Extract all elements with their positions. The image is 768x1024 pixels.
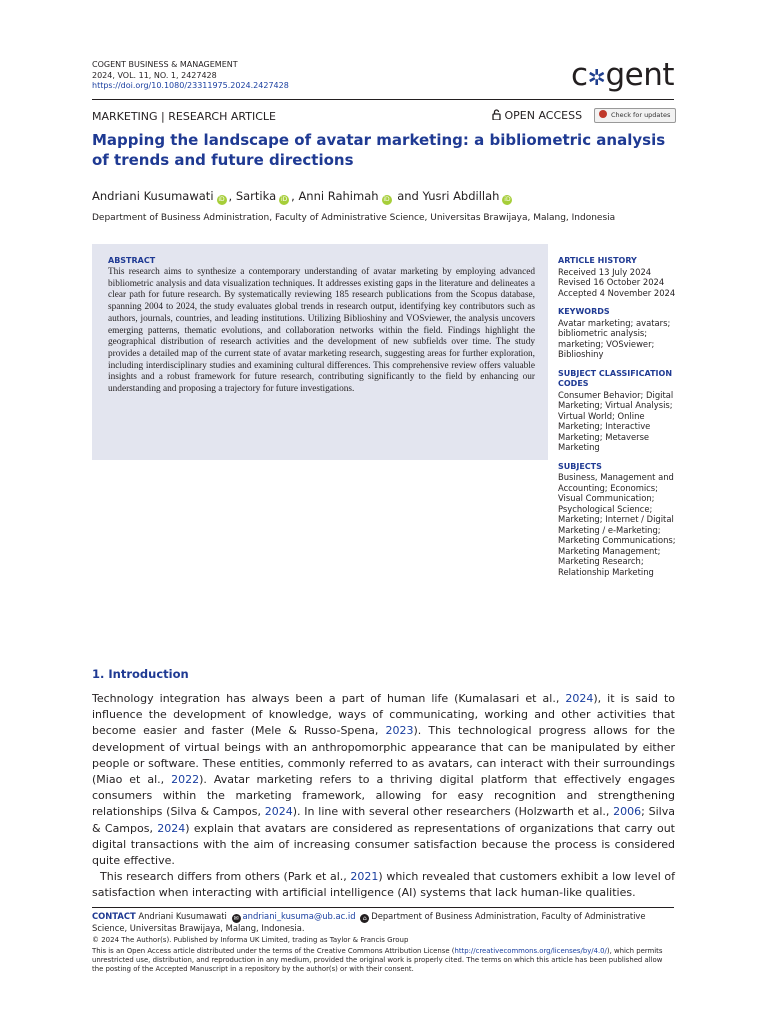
citation-link[interactable]: 2022 [171, 773, 200, 787]
footer-rule [92, 907, 674, 908]
open-access-badge [492, 109, 582, 122]
contact-email-link[interactable]: andriani_kusuma@ub.ac.id [242, 911, 356, 921]
check-for-updates-button[interactable]: Check for updates [594, 108, 676, 123]
orcid-icon[interactable]: iD [218, 196, 225, 203]
crossmark-icon [599, 110, 607, 118]
subjects-heading: SUBJECTS [558, 461, 602, 471]
author-name: Yusri Abdillah [422, 189, 500, 203]
contact-label: CONTACT [92, 911, 136, 921]
subjects: Business, Management and Accounting; Economics; Visual Communication; Psychological Science; Marketing; Internet / Digital Marketing / e-Marketing; Marketing Communications; Marketing Management; Marketing Research; Relationship Marketing [558, 472, 676, 577]
license-link[interactable]: http://creativecommons.org/licenses/by/4.0/ [454, 947, 607, 955]
citation-link[interactable]: 2024 [264, 805, 293, 819]
copyright: © 2024 The Author(s). Published by Informa UK Limited, trading as Taylor & Francis Group [92, 936, 409, 944]
journal-meta [92, 60, 289, 92]
address-icon: ⌂ [360, 914, 369, 923]
citation-link[interactable]: 2021 [350, 870, 379, 884]
journal-volume: 2024, VOL. 11, NO. 1, 2427428 [92, 70, 217, 80]
logo-star-icon: ✲ [587, 66, 606, 91]
journal-name: COGENT BUSINESS & MANAGEMENT [92, 60, 238, 69]
author-name: Andriani Kusumawati [92, 189, 214, 203]
keywords-heading: KEYWORDS [558, 307, 610, 316]
revised-date: Revised 16 October 2024 [558, 277, 665, 287]
citation-link[interactable]: 2006 [613, 805, 642, 819]
keywords: Avatar marketing; avatars; bibliometric analysis; marketing; VOSviewer; Biblioshiny [558, 317, 671, 359]
contact-info [92, 911, 675, 934]
article-sidebar [558, 256, 678, 577]
abstract-text: This research aims to synthesize a contemporary understanding of avatar marketing by employing advanced bibliometric analysis and data visualization techniques. It addresses existing gaps in the literature and delineates a clear path for future research. By systematically reviewing 185 research publications from the Scopus database, spanning 2004 to 2024, the study evaluates global trends in research output, identifying key contributors such as authors, journals, countries, and leading institutions. Utilizing Biblioshiny and VOSviewer, the analysis uncovers emerging patterns, thematic evolutions, and collaboration networks within the field. Findings highlight the geographical distribution of research activities and the development of new subfields over time. The study provides a detailed map of the current state of avatar marketing research, suggesting areas for further exploration, including interdisciplinary studies and examining cultural differences. This comprehensive review offers valuable insights and a robust framework for future research, contributing significantly to the field by enhancing our understanding and proposing a trajectory for future investigations. [108, 267, 535, 395]
orcid-icon[interactable]: iD [504, 196, 511, 203]
orcid-icon[interactable]: iD [280, 196, 288, 203]
intro-paragraph-1: Technology integration has always been a part of human life (Kumalasari et al., 2024), it is said to influence the development of knowledge, ways of communicating, working and other activities that become easier and faster (Mele & Russo-Spena, 2023). This technological progress allows for the development of virtual beings with an anthropomorphic appearance that can be manipulated by either people or software. These entities, commonly referred to as avatars, can interact with their surroundings (Miao et al., 2022). Avatar marketing refers to a thriving digital platform that effectively engages consumers within the marketing framework, allowing for easy recognition and strengthening relationships (Silva & Campos, 2024). In line with several other researchers (Holzwarth et al., 2006; Silva & Campos, 2024) explain that avatars are considered as representations of organizations that carry out digital transactions with the aim of increasing consumer satisfaction because the process is considered quite effective. [92, 692, 676, 868]
orcid-icon[interactable]: iD [383, 196, 390, 203]
cogent-logo: c✲gent [570, 57, 674, 93]
header-rule [92, 99, 674, 100]
author-name: Sartika [235, 189, 277, 203]
contact-name: Andriani Kusumawati [138, 911, 227, 921]
citation-link[interactable]: 2023 [385, 724, 414, 738]
article-section: MARKETING | RESEARCH ARTICLE [92, 110, 276, 123]
doi-link[interactable]: https://doi.org/10.1080/23311975.2024.2427428 [92, 81, 289, 90]
contact-address: Department of Business Administration, Faculty of Administrative Science, Universitas Brawijaya, Malang, Indonesia. [92, 911, 646, 933]
email-icon: ✉ [233, 915, 239, 922]
citation-link[interactable]: 2024 [565, 692, 594, 705]
author-list: Andriani Kusumawati iD , Sartika iD , Anni Rahimah iD and Yusri Abdillah iD [92, 189, 511, 203]
open-access-label: OPEN ACCESS [504, 109, 583, 122]
intro-heading: 1. Introduction [92, 667, 189, 681]
subject-codes: Consumer Behavior; Digital Marketing; Virtual Analysis; Virtual World; Online Marketing; Interactive Marketing; Metaverse Marketing [558, 389, 674, 452]
intro-paragraph-2: This research differs from others (Park et al., 2021) which revealed that customers exhibit a low level of satisfaction when interacting with artificial intelligence (AI) systems that lack human-like qualities. [92, 870, 675, 900]
intro-body [92, 691, 675, 902]
received-date: Received 13 July 2024 [558, 266, 652, 277]
affiliation: Department of Business Administration, Faculty of Administrative Science, Universitas Brawijaya, Malang, Indonesia [92, 213, 616, 223]
license-text: This is an Open Access article distributed under the terms of the Creative Commons Attribution License (http://creativecommons.org/licenses/by/4.0/), which permits unrestricted use, distribution, and reproduction in any medium, provided the original work is properly cited. The terms on which this article has been published allow the posting of the Accepted Manuscript in a repository by the author(s) or with their consent. [92, 947, 663, 973]
author-name: Anni Rahimah [298, 189, 379, 203]
history-heading: ARTICLE HISTORY [558, 256, 637, 265]
abstract-heading: ABSTRACT [108, 256, 156, 265]
open-lock-icon [492, 109, 501, 120]
section-category: MARKETING [92, 110, 158, 123]
article-type: RESEARCH ARTICLE [168, 110, 276, 123]
article-title: Mapping the landscape of avatar marketing: a bibliometric analysis of trends and future directions [92, 131, 666, 169]
subject-codes-heading: SUBJECT CLASSIFICATION CODES [558, 368, 673, 388]
citation-link[interactable]: 2024 [157, 821, 186, 835]
accepted-date: Accepted 4 November 2024 [558, 287, 676, 298]
